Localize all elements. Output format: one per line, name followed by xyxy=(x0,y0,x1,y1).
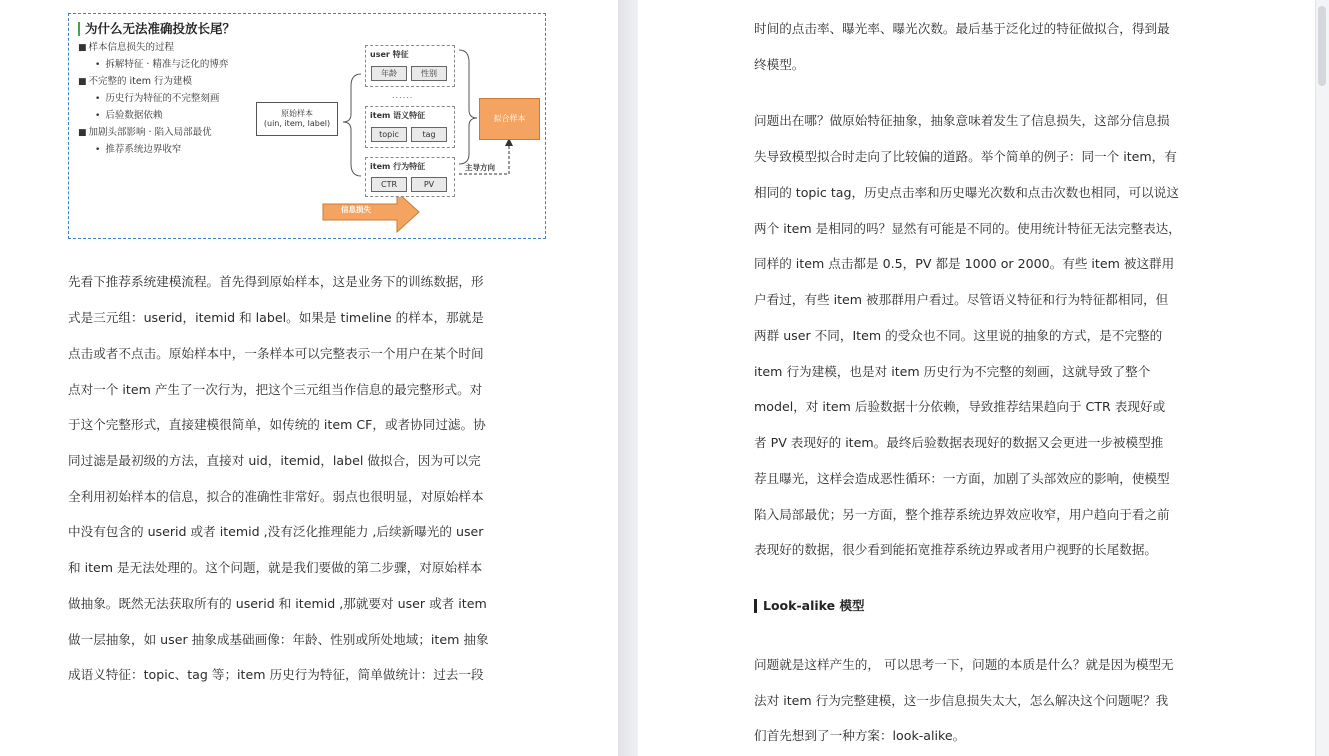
text-line: 荐且曝光，这样会造成恶性循环：一方面，加剧了头部效应的影响，使模型 xyxy=(754,471,1170,486)
feature-chip-topic: topic xyxy=(371,127,407,142)
figure-bullet: • 推荐系统边界收窄 xyxy=(95,144,182,155)
square-bullet-icon: ■ xyxy=(78,128,87,138)
text-line: 相同的 topic tag，历史点击率和历史曝光次数和点击次数也相同，可以说这 xyxy=(754,185,1179,200)
text-line: 点对一个 item 产生了一次行为，把这个三元组当作信息的最完整形式。对 xyxy=(68,382,483,397)
text-line: 同过滤是最初级的方法，直接对 uid，itemid，label 做拟合，因为可以完 xyxy=(68,453,481,468)
feature-chip-age: 年龄 xyxy=(371,66,407,81)
figure-title: 为什么无法准确投放长尾？ xyxy=(78,22,235,36)
figure-bullet: ■ 样本信息损失的过程 xyxy=(78,42,175,53)
dot-bullet-icon: • xyxy=(95,60,101,70)
feature-chip-gender: 性别 xyxy=(411,66,447,81)
text-line: 先看下推荐系统建模流程。首先得到原始样本，这是业务下的训练数据，形 xyxy=(68,274,484,289)
figure-bullet: • 历史行为特征的不完整刻画 xyxy=(95,93,220,104)
text-line: 做抽象。既然无法获取所有的 userid 和 itemid ,那就要对 user 或者 item xyxy=(68,596,487,611)
square-bullet-icon: ■ xyxy=(78,77,87,87)
text-line: 做一层抽象，如 user 抽象成基础画像：年龄、性别或所处地域；item 抽象 xyxy=(68,632,489,647)
text-line: 全利用初始样本的信息，拟合的准确性非常好。弱点也很明显，对原始样本 xyxy=(68,489,484,504)
page-gap xyxy=(618,0,638,756)
text-line: 表现好的数据，很少看到能拓宽推荐系统边界或者用户视野的长尾数据。 xyxy=(754,542,1157,557)
text-line: 两个 item 是相同的吗？显然有可能是不同的。使用统计特征无法完整表达， xyxy=(754,221,1181,236)
info-loss-label: 信息损失 xyxy=(341,205,371,214)
text-line: 于这个完整形式，直接建模很简单，如传统的 item CF，或者协同过滤。协 xyxy=(68,417,486,432)
vertical-scrollbar[interactable] xyxy=(1315,0,1329,756)
text-line: 和 item 是无法处理的。这个问题，就是我们要做的第二步骤，对原始样本 xyxy=(68,560,483,575)
feature-chip-tag: tag xyxy=(411,127,447,142)
text-line: item 行为建模，也是对 item 历史行为不完整的刻画，这就导致了整个 xyxy=(754,364,1151,379)
text-line: 问题出在哪？做原始特征抽象，抽象意味着发生了信息损失，这部分信息损 xyxy=(754,113,1170,128)
square-bullet-icon: ■ xyxy=(78,43,87,53)
text-line: 中没有包含的 userid 或者 itemid ,没有泛化推理能力 ,后续新曝光的 user xyxy=(68,524,484,539)
text-line: 户看过，有些 item 被那群用户看过。尽管语义特征和行为特征都相同，但 xyxy=(754,292,1169,307)
feature-chip-pv: PV xyxy=(411,177,447,192)
text-line: 点击或者不点击。原始样本中，一条样本可以完整表示一个用户在某个时间 xyxy=(68,346,484,361)
raw-sample-box: 原始样本 (uin, item, label) xyxy=(256,102,338,136)
figure-bullet: ■ 加剧头部影响 · 陷入局部最优 xyxy=(78,127,212,138)
diagram-figure xyxy=(68,13,546,239)
fit-sample-box: 拟合样本 xyxy=(479,98,540,140)
item-semantic-group: item 语义特征 topic tag xyxy=(365,106,455,148)
figure-bullet: • 后验数据依赖 xyxy=(95,110,163,121)
text-line: 陷入局部最优；另一方面，整个推荐系统边界效应收窄，用户趋向于看之前 xyxy=(754,507,1170,522)
text-line: 问题就是这样产生的， 可以思考一下，问题的本质是什么？就是因为模型无 xyxy=(754,657,1174,672)
text-line: 成语义特征：topic、tag 等；item 历史行为特征，简单做统计：过去一段 xyxy=(68,667,484,682)
text-line: 们首先想到了一种方案：look-alike。 xyxy=(754,728,966,743)
text-line: 时间的点击率、曝光率、曝光次数。最后基于泛化过的特征做拟合，得到最 xyxy=(754,21,1170,36)
ellipsis-dots: ...... xyxy=(392,91,414,100)
dominant-direction-label: 主导方向 xyxy=(465,163,495,172)
feature-chip-ctr: CTR xyxy=(371,177,407,192)
text-line: model，对 item 后验数据十分依赖，导致推荐结果趋向于 CTR 表现好或 xyxy=(754,399,1166,414)
scrollbar-thumb[interactable] xyxy=(1318,6,1326,86)
text-line: 终模型。 xyxy=(754,57,805,72)
dot-bullet-icon: • xyxy=(95,111,101,121)
text-line: 同样的 item 点击都是 0.5，PV 都是 1000 or 2000。有些 item 被这群用 xyxy=(754,256,1175,271)
figure-bullet: ■ 不完整的 item 行为建模 xyxy=(78,76,193,87)
section-heading: Look-alike 模型 xyxy=(754,599,864,613)
text-line: 者 PV 表现好的 item。最终后验数据表现好的数据又会更进一步被模型推 xyxy=(754,435,1164,450)
text-line: 法对 item 行为完整建模，这一步信息损失太大，怎么解决这个问题呢？我 xyxy=(754,693,1169,708)
text-line: 失导致模型拟合时走向了比较偏的道路。举个简单的例子：同一个 item，有 xyxy=(754,149,1177,164)
dot-bullet-icon: • xyxy=(95,94,101,104)
text-line: 两群 user 不同，Item 的受众也不同。这里说的抽象的方式，是不完整的 xyxy=(754,328,1163,343)
dot-bullet-icon: • xyxy=(95,145,101,155)
item-behavior-group: item 行为特征 CTR PV xyxy=(365,157,455,197)
user-feature-group: user 特征 年龄 性别 xyxy=(365,45,455,87)
figure-bullet: • 拆解特征 · 精准与泛化的博弈 xyxy=(95,59,229,70)
text-line: 式是三元组：userid，itemid 和 label。如果是 timeline 的样本，那就是 xyxy=(68,310,484,325)
